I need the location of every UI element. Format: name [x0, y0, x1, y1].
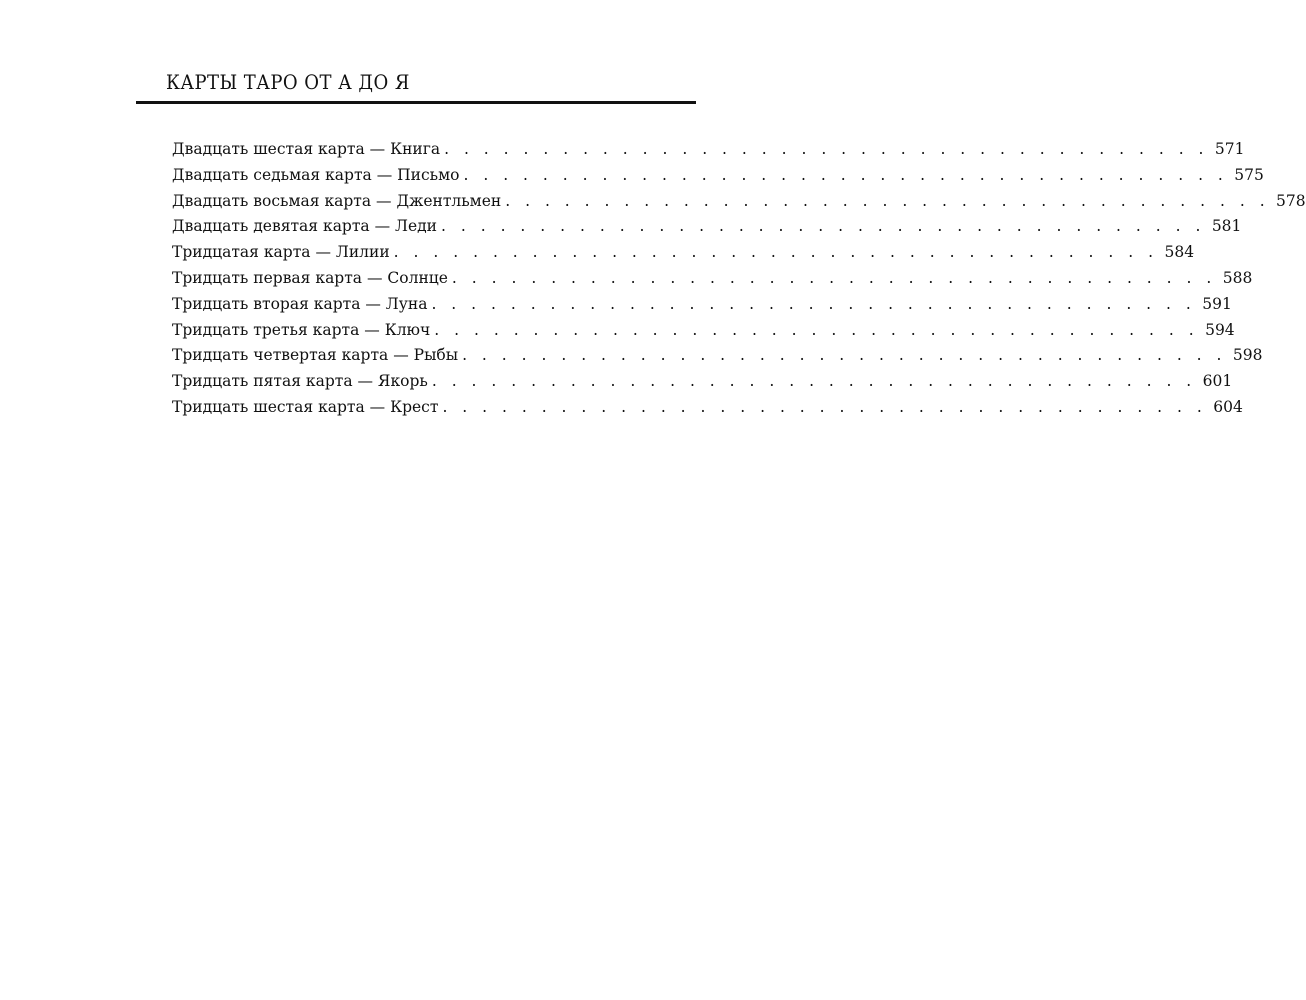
toc-dot-leader: . . . . . . . . . . . . . . . . . . . . . . . . . . . . . . . . . . . . . . .: [451, 268, 1217, 287]
toc-entry: [172, 397, 1243, 424]
toc-dot-leader: . . . . . . . . . . . . . . . . . . . . . . . . . . . . . . . . . . . . . . .: [462, 346, 1227, 365]
toc-page-number: 571: [1214, 140, 1245, 158]
toc-entry-title: Тридцать шестая карта — Крест: [172, 397, 439, 416]
toc-entry-title: Тридцать пятая карта — Якорь: [172, 372, 428, 391]
toc-page-number: 601: [1202, 372, 1233, 391]
toc-entry-title: Двадцать шестая карта — Книга: [172, 140, 441, 158]
toc-entry-title: Двадцать девятая карта — Леди: [172, 217, 438, 236]
toc-page-number: 581: [1211, 217, 1242, 236]
toc-entry-title: Тридцать четвертая карта — Рыбы: [172, 346, 459, 365]
toc-entry-title: Тридцать первая карта — Солнце: [172, 268, 448, 287]
toc-page-number: 584: [1164, 243, 1195, 262]
toc-page-number: 575: [1234, 165, 1264, 184]
toc-entry: [172, 294, 1232, 321]
header-rule: [136, 101, 696, 104]
toc-page-number: 604: [1213, 397, 1243, 416]
toc-entry: [172, 372, 1233, 398]
toc-dot-leader: . . . . . . . . . . . . . . . . . . . . . . . . . . . . . . . . . . . . . . .: [441, 217, 1206, 236]
toc-entry: [172, 243, 1195, 269]
toc-entry: [172, 165, 1264, 192]
toc-entry: [172, 268, 1253, 295]
toc-dot-leader: . . . . . . . . . . . . . . . . . . . . . . . . . . . . . . . . . . . . . . .: [434, 320, 1199, 339]
toc-entry: [172, 191, 1306, 218]
running-header: [136, 66, 696, 106]
table-of-contents: [172, 140, 1306, 424]
toc-page-number: 588: [1222, 268, 1253, 287]
toc-page-number: 594: [1205, 320, 1235, 339]
toc-dot-leader: . . . . . . . . . . . . . . . . . . . . . . . . . . . . . . . . . . . . . . .: [444, 140, 1209, 158]
toc-entry-title: Тридцать третья карта — Ключ: [172, 320, 431, 339]
toc-page-number: 578: [1276, 191, 1306, 210]
toc-entry-title: Тридцатая карта — Лилии: [172, 243, 390, 262]
toc-entry: [172, 346, 1263, 372]
toc-dot-leader: . . . . . . . . . . . . . . . . . . . . . . . . . . . . . . . . . . . . . . .: [442, 397, 1207, 416]
toc-dot-leader: . . . . . . . . . . . . . . . . . . . . . . . . . . . . . . . . . . . . . . .: [431, 372, 1197, 391]
toc-entry-title: Двадцать восьмая карта — Джентльмен: [172, 191, 502, 210]
toc-entry: [172, 140, 1245, 166]
toc-page-number: 598: [1232, 346, 1263, 365]
toc-dot-leader: . . . . . . . . . . . . . . . . . . . . . . . . . . . . . . . . . . . . . . .: [463, 165, 1228, 184]
toc-page-number: 591: [1202, 294, 1232, 313]
running-title: КАРТЫ ТАРО ОТ А ДО Я: [166, 70, 410, 94]
toc-entry-title: Двадцать седьмая карта — Письмо: [172, 165, 460, 184]
toc-dot-leader: . . . . . . . . . . . . . . . . . . . . . . . . . . . . . . . . . . . . . . .: [393, 243, 1159, 262]
toc-entry: [172, 217, 1242, 243]
toc-dot-leader: . . . . . . . . . . . . . . . . . . . . . . . . . . . . . . . . . . . . . . .: [431, 294, 1196, 313]
toc-dot-leader: . . . . . . . . . . . . . . . . . . . . . . . . . . . . . . . . . . . . . . .: [505, 191, 1270, 210]
toc-entry-title: Тридцать вторая карта — Луна: [172, 294, 428, 313]
toc-entry: [172, 320, 1235, 347]
